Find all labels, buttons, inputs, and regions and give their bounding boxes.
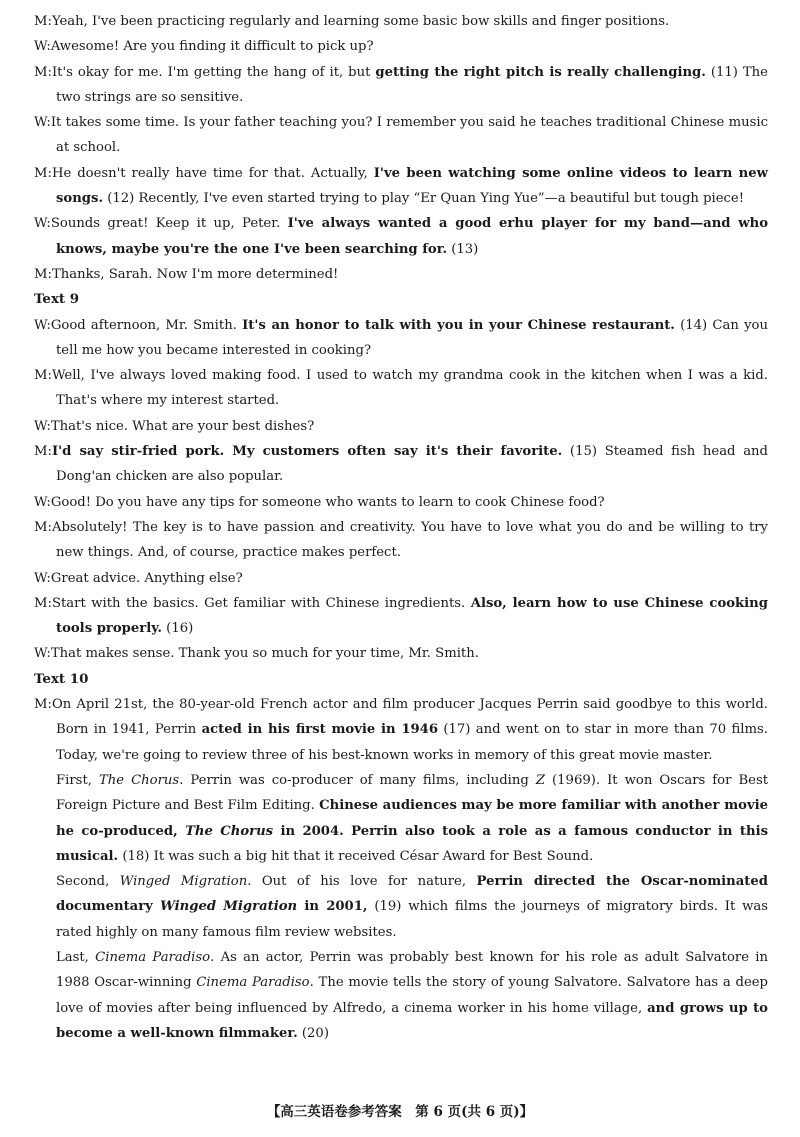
transcript-paragraph — [34, 34, 768, 59]
text-run: Second, — [56, 874, 120, 890]
text-run: M:He doesn't really have time for that. Actually, — [34, 165, 374, 181]
emphasized-text-run: getting the right pitch is really challenging. — [375, 64, 706, 80]
transcript-paragraph — [34, 591, 768, 642]
emphasized-text-run: Chinese audiences may be more familiar with another movie he co-produced, — [56, 798, 769, 839]
text-run: (19) which films the journeys of migratory birds. It was rated highly on many famous film review websites. — [56, 899, 769, 940]
text-run: W:Awesome! Are you finding it difficult to pick up? — [34, 39, 374, 55]
emphasized-text-run: Perrin directed the Oscar-nominated documentary — [56, 874, 768, 915]
transcript-paragraph — [34, 768, 768, 869]
text-run: W:Good! Do you have any tips for someone who wants to learn to cook Chinese food? — [34, 494, 605, 510]
transcript-paragraph — [34, 211, 768, 262]
emphasized-text-run: Winged Migration — [119, 874, 248, 890]
text-run: . Perrin was co-producer of many films, including — [179, 772, 536, 788]
emphasized-text-run: Text 9 — [34, 291, 80, 308]
text-run: (17) and went on to star in more than 70 films. Today, we're going to review three of his best-known works in memory of this great movie master. — [56, 722, 768, 763]
emphasized-text-run: Winged Migration — [160, 899, 298, 915]
emphasized-text-run: Cinema Paradiso — [95, 949, 211, 965]
text-run: M:Thanks, Sarah. Now I'm more determined! — [34, 266, 339, 282]
transcript-paragraph — [34, 414, 768, 439]
text-run: W:That makes sense. Thank you so much for your time, Mr. Smith. — [34, 646, 479, 662]
emphasized-text-run: Cinema Paradiso — [196, 975, 310, 991]
text-run: . As an actor, Perrin was probably best known for his role as adult Salvatore in 1988 Oscar-winning — [56, 949, 768, 991]
text-run: W:Good afternoon, Mr. Smith. — [34, 317, 243, 333]
transcript-paragraph — [34, 490, 768, 515]
text-run: (1969). It won Oscars for Best Foreign Picture and Best Film Editing. — [56, 772, 769, 814]
transcript-paragraph — [34, 439, 768, 490]
emphasized-text-run: and grows up to become a well-known filmmaker. — [56, 1000, 768, 1041]
emphasized-text-run: I've always wanted a good erhu player for my band—and who knows, maybe you're the one I've been searching for. — [56, 216, 769, 257]
transcript-paragraph — [34, 9, 768, 34]
emphasized-text-run: in 2001, — [297, 899, 368, 915]
transcript-paragraph — [34, 515, 768, 566]
text-run: Last, — [56, 949, 96, 965]
text-run: First, — [56, 772, 99, 788]
text-run: W:That's nice. What are your best dishes? — [34, 418, 315, 434]
text-run: W:Great advice. Anything else? — [34, 570, 243, 586]
text-run: M:It's okay for me. I'm getting the hang of it, but — [34, 64, 376, 80]
text-run: . The movie tells the story of young Salvatore. Salvatore has a deep love of movies after being influenced by Alfredo, a cinema worker in his home village, — [56, 975, 769, 1016]
text-run: M:On April 21st, the 80-year-old French actor and film producer Jacques Perrin said goodbye to this world. Born in 1941, Perrin — [34, 697, 768, 738]
emphasized-text-run: Z — [535, 772, 545, 788]
transcript-body — [34, 9, 768, 1046]
emphasized-text-run: Text 10 — [34, 670, 89, 687]
transcript-paragraph — [34, 262, 768, 287]
emphasized-text-run: in 2004. Perrin also took a role as a famous conductor in this musical. — [56, 823, 769, 864]
section-heading — [34, 667, 768, 692]
text-run: (20) — [297, 1025, 329, 1041]
transcript-paragraph — [34, 869, 768, 945]
transcript-paragraph — [34, 313, 768, 364]
text-run: M:Start with the basics. Get familiar with Chinese ingredients. — [34, 595, 471, 611]
text-run: M:Yeah, I've been practicing regularly and learning some basic bow skills and finger positions. — [34, 14, 670, 29]
transcript-paragraph — [34, 110, 768, 161]
transcript-paragraph — [34, 945, 768, 1046]
text-run: (16) — [161, 621, 194, 637]
transcript-paragraph — [34, 566, 768, 591]
text-run: (12) Recently, I've even started trying to play “Er Quan Ying Yue”—a beautiful but tough piece! — [103, 191, 745, 207]
text-run: M: — [34, 444, 52, 460]
emphasized-text-run: The Chorus — [98, 772, 180, 788]
text-run: (18) It was such a big hit that it received César Award for Best Sound. — [118, 848, 594, 864]
emphasized-text-run: I'd say stir-fried pork. My customers often say it's their favorite. — [51, 444, 563, 460]
emphasized-text-run: The Chorus — [185, 823, 274, 839]
text-run: M:Absolutely! The key is to have passion and creativity. You have to love what you do and be willing to try new things. And, of course, practice makes perfect. — [34, 519, 768, 561]
text-run: W:It takes some time. Is your father teaching you? I remember you said he teaches traditional Chinese music at school. — [34, 115, 768, 156]
text-run: (13) — [447, 241, 479, 257]
transcript-paragraph — [34, 161, 768, 212]
text-run: (15) Steamed fish head and Dong'an chicken are also popular. — [56, 444, 768, 485]
section-heading — [34, 287, 768, 312]
transcript-paragraph — [34, 692, 768, 768]
text-run: . Out of his love for nature, — [247, 874, 477, 890]
text-run: (11) The two strings are so sensitive. — [56, 64, 768, 105]
text-run: (14) Can you tell me how you became interested in cooking? — [56, 317, 768, 358]
text-run: W:Sounds great! Keep it up, Peter. — [34, 216, 288, 232]
transcript-paragraph — [34, 60, 768, 111]
transcript-paragraph — [34, 363, 768, 414]
emphasized-text-run: Also, learn how to use Chinese cooking tools properly. — [56, 595, 768, 637]
transcript-paragraph — [34, 641, 768, 666]
emphasized-text-run: It's an honor to talk with you in your Chinese restaurant. — [242, 317, 675, 333]
emphasized-text-run: I've been watching some online videos to learn new songs. — [56, 165, 768, 207]
page-footer: 【高三英语卷参考答案 第 6 页(共 6 页)】 — [266, 1104, 534, 1120]
emphasized-text-run: acted in his first movie in 1946 — [201, 722, 439, 738]
text-run: M:Well, I've always loved making food. I used to watch my grandma cook in the kitchen when I was a kid. That's where my interest started. — [34, 368, 768, 409]
